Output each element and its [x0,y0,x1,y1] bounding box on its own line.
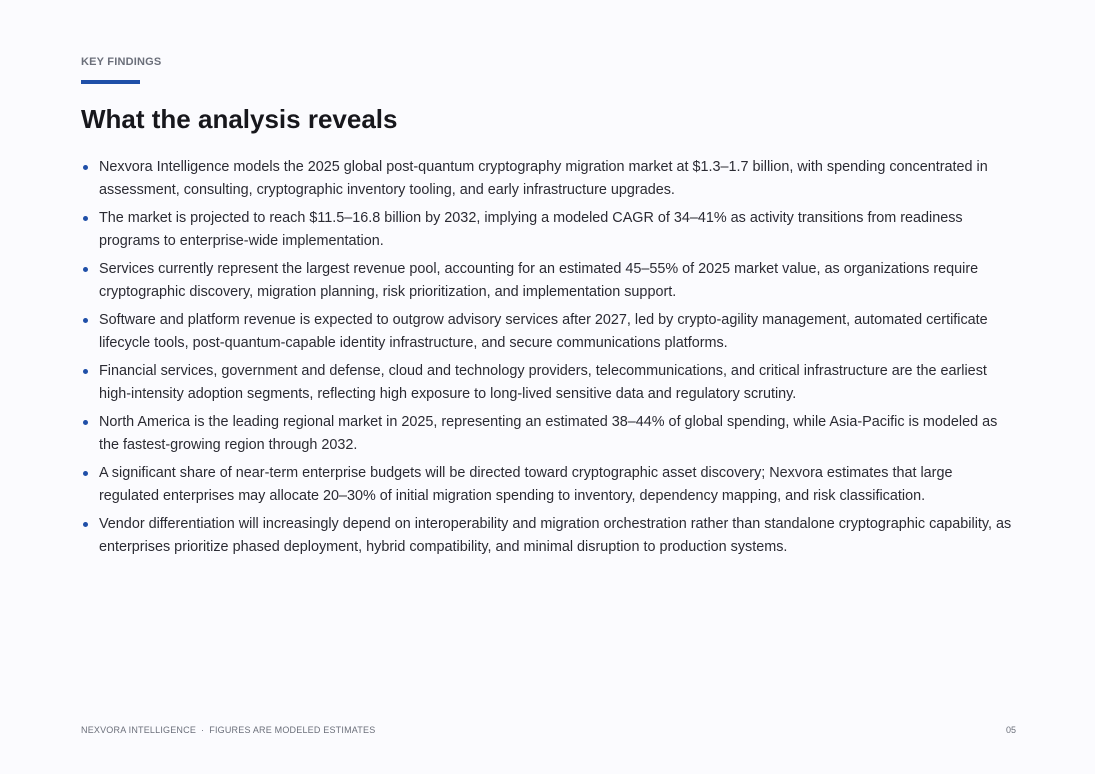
bullet-dot-icon [83,267,88,272]
finding-item [81,258,1016,303]
findings-list [81,156,1016,564]
finding-item [81,411,1016,456]
bullet-dot-icon [83,369,88,374]
page-number: 05 [1005,725,1016,735]
finding-text: Services currently represent the largest revenue pool, accounting for an estimated 45–55% of 2025 market value, as organizations require cryptographic discovery, migration planning, risk prioritization, and implementation support. [99,261,979,300]
finding-item [81,513,1016,558]
finding-text: The market is projected to reach $11.5–16.8 billion by 2032, implying a modeled CAGR of 34–41% as activity transitions from readiness programs to enterprise-wide implementation. [99,210,963,249]
bullet-dot-icon [83,420,88,425]
bullet-dot-icon [83,216,88,221]
finding-text: Vendor differentiation will increasingly depend on interoperability and migration orchestration rather than standalone cryptographic capability, as enterprises prioritize phased deployment, hybrid compatibility, and minimal disruption to production systems. [99,516,1012,555]
report-page [81,0,1016,774]
finding-text: Financial services, government and defense, cloud and technology providers, telecommunications, and critical infrastructure are the earliest high-intensity adoption segments, reflecting high exposure to long-lived sensitive data and regulatory scrutiny. [99,363,987,402]
accent-bar [81,80,140,84]
finding-text: Software and platform revenue is expected to outgrow advisory services after 2027, led by crypto-agility management, automated certificate lifecycle tools, post-quantum-capable identity infrastructure, and secure communications platforms. [99,312,988,351]
finding-item [81,309,1016,354]
bullet-dot-icon [83,165,88,170]
finding-item [81,207,1016,252]
finding-item [81,156,1016,201]
section-eyebrow: KEY FINDINGS [81,56,162,68]
page-title: What the analysis reveals [81,104,398,134]
footer-source [81,725,375,735]
bullet-dot-icon [83,318,88,323]
bullet-dot-icon [83,522,88,527]
footer-separator: · [201,725,205,735]
footer-brand: NEXVORA INTELLIGENCE [81,725,197,735]
finding-item [81,360,1016,405]
footer-note: FIGURES ARE MODELED ESTIMATES [209,725,376,735]
finding-text: Nexvora Intelligence models the 2025 global post-quantum cryptography migration market at $1.3–1.7 billion, with spending concentrated in assessment, consulting, cryptographic inventory tooling, and early infrastructure upgrades. [99,159,988,198]
bullet-dot-icon [83,471,88,476]
finding-text: North America is the leading regional market in 2025, representing an estimated 38–44% of global spending, while Asia-Pacific is modeled as the fastest-growing region through 2032. [99,414,998,453]
finding-item [81,462,1016,507]
finding-text: A significant share of near-term enterprise budgets will be directed toward cryptographic asset discovery; Nexvora estimates that large regulated enterprises may allocate 20–30% of initial migration spending to inventory, dependency mapping, and risk classification. [99,465,953,504]
